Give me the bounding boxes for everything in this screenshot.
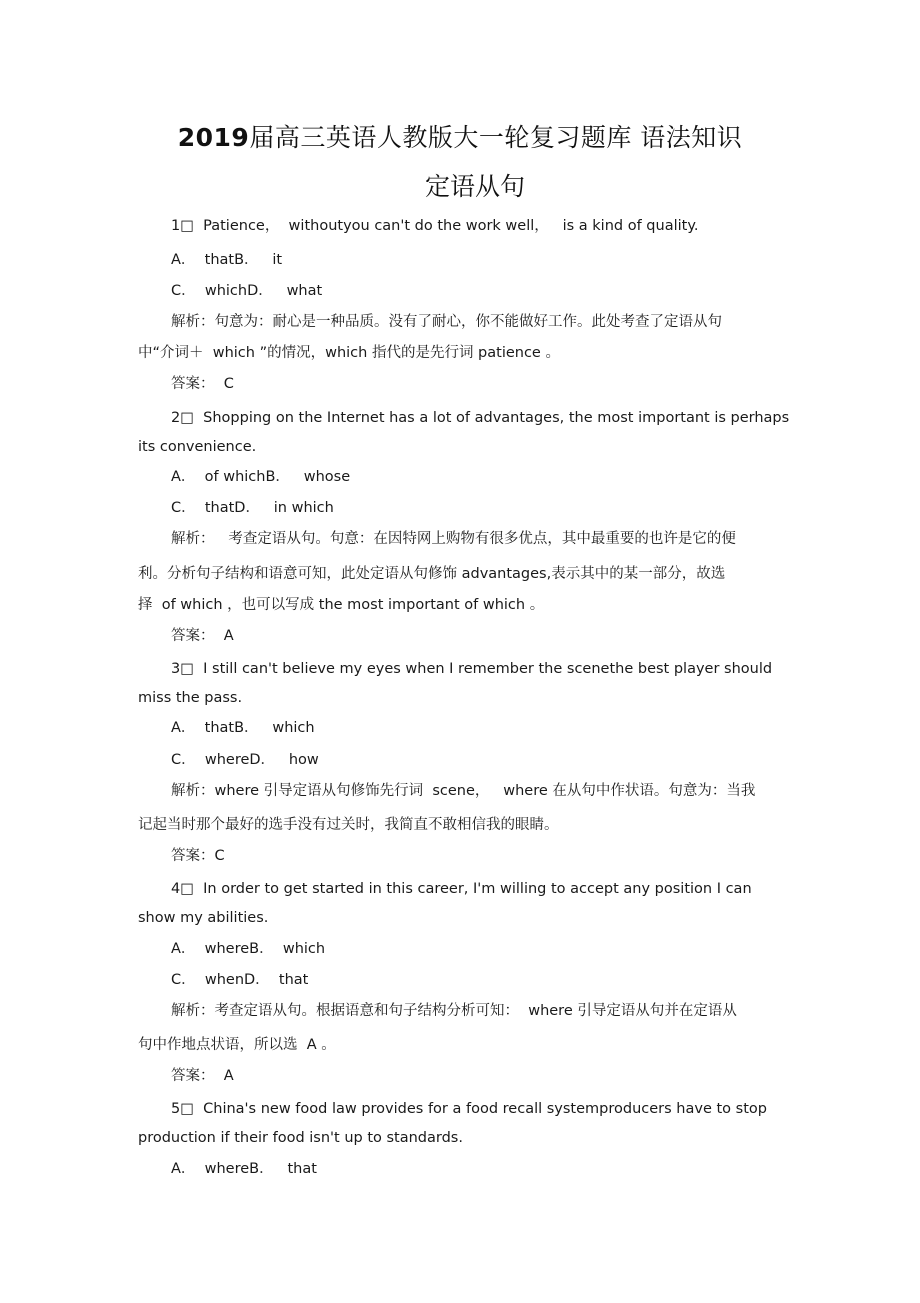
question-2-explanation-cont: 择 of which ，也可以写成 the most important of which 。 — [138, 597, 545, 613]
question-1-answer: 答案： C — [171, 376, 234, 392]
question-2-answer: 答案： A — [171, 628, 234, 644]
question-2-stem: 2□ Shopping on the Internet has a lot of advantages, the most important is perhaps — [171, 410, 790, 426]
question-5-stem: 5□ China's new food law provides for a food recall systemproducers have to stop — [171, 1101, 767, 1117]
question-4-answer: 答案： A — [171, 1068, 234, 1084]
question-3-answer: 答案：C — [171, 848, 225, 864]
question-4-explanation-cont: 句中作地点状语，所以选 A 。 — [138, 1037, 336, 1053]
question-2-options-ab: A． of whichB． whose — [171, 469, 351, 485]
question-2-stem-cont: its convenience. — [138, 439, 257, 455]
question-1-stem: 1□ Patience， withoutyou can't do the work well， is a kind of quality. — [171, 218, 699, 234]
question-1-explanation-cont: 中“介词＋ which ”的情况，which 指代的是先行词 patience 。 — [138, 345, 560, 361]
question-3-options-cd: C． whereD． how — [171, 752, 319, 768]
question-2-explanation-cont: 利。分析句子结构和语意可知，此处定语从句修饰 advantages,表示其中的某一部分，故选 — [138, 566, 726, 582]
question-5-options-ab: A． whereB． that — [171, 1161, 317, 1177]
document-title-line1 — [0, 118, 920, 154]
question-4-stem-cont: show my abilities. — [138, 910, 269, 926]
question-4-explanation: 解析：考查定语从句。根据语意和句子结构分析可知： where 引导定语从句并在定语从 — [171, 1003, 737, 1019]
title-text: 届高三英语人教版大一轮复习题库 语法知识 — [249, 123, 743, 152]
question-5-stem-cont: production if their food isn't up to standards. — [138, 1130, 463, 1146]
question-3-explanation: 解析：where 引导定语从句修饰先行词 scene， where 在从句中作状语。句意为：当我 — [171, 783, 756, 799]
question-1-explanation: 解析：句意为：耐心是一种品质。没有了耐心，你不能做好工作。此处考查了定语从句 — [171, 314, 722, 330]
question-4-options-cd: C． whenD． that — [171, 972, 309, 988]
question-1-options-cd: C． whichD． what — [171, 283, 323, 299]
question-4-options-ab: A． whereB． which — [171, 941, 326, 957]
question-2-explanation: 解析： 考查定语从句。句意：在因特网上购物有很多优点，其中最重要的也许是它的便 — [171, 531, 736, 547]
question-3-stem-cont: miss the pass. — [138, 690, 243, 706]
question-1-options-ab: A． thatB． it — [171, 252, 283, 268]
question-4-stem: 4□ In order to get started in this career, I'm willing to accept any position I can — [171, 881, 752, 897]
title-year: 2019 — [177, 123, 250, 152]
question-3-explanation-cont: 记起当时那个最好的选手没有过关时，我简直不敢相信我的眼睛。 — [138, 817, 559, 833]
document-title-line2: 定语从句 — [424, 172, 525, 201]
question-3-stem: 3□ I still can't believe my eyes when I remember the scenethe best player should — [171, 661, 773, 677]
question-3-options-ab: A． thatB． which — [171, 720, 315, 736]
question-2-options-cd: C． thatD． in which — [171, 500, 334, 516]
